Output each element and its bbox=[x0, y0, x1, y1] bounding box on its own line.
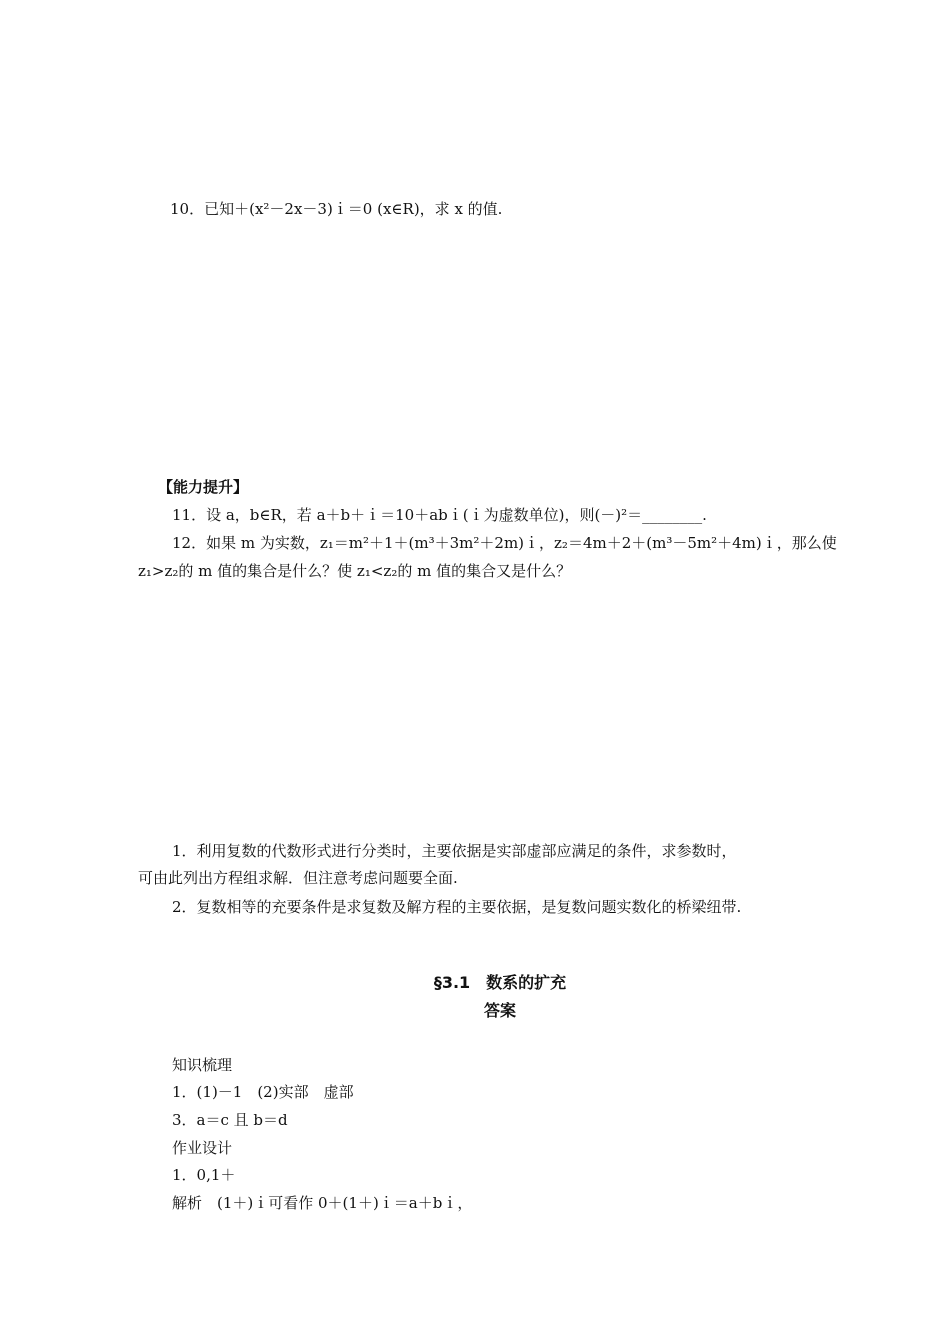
knowledge-label: 知识梳理 bbox=[172, 1056, 233, 1074]
answers-subtitle: 答案 bbox=[483, 1001, 516, 1020]
homework-item-1-analysis: 解析 (1＋)ｉ可看作 0＋(1＋)ｉ＝a＋bｉ， bbox=[172, 1194, 473, 1212]
summary-item-1-line-2: 可由此列出方程组求解．但注意考虑问题要全面. bbox=[138, 869, 458, 887]
summary-item-2: 2．复数相等的充要条件是求复数及解方程的主要依据，是复数问题实数化的桥梁纽带. bbox=[172, 898, 742, 916]
answers-section-title: §3.1 数系的扩充 bbox=[433, 973, 567, 992]
section-ability-heading: 【能力提升】 bbox=[158, 478, 249, 496]
knowledge-item-3: 3．a＝c 且 b＝d bbox=[172, 1111, 288, 1129]
homework-item-1: 1．0,1＋ bbox=[172, 1166, 236, 1184]
question-12-line-1: 12．如果 m 为实数，z₁＝m²＋1＋(m³＋3m²＋2m)ｉ，z₂＝4m＋2＋(m³－5m²＋4m)ｉ，那么使 bbox=[172, 534, 837, 552]
summary-item-1-line-1: 1．利用复数的代数形式进行分类时，主要依据是实部虚部应满足的条件，求参数时， bbox=[172, 842, 737, 860]
homework-label: 作业设计 bbox=[172, 1139, 233, 1157]
question-10: 10．已知＋(x²－2x－3)ｉ＝0 (x∈R)，求 x 的值. bbox=[170, 200, 503, 218]
knowledge-item-1: 1．(1)－1 (2)实部 虚部 bbox=[172, 1083, 354, 1101]
question-11: 11．设 a，b∈R，若 a＋b＋ｉ＝10＋abｉ(ｉ为虚数单位)，则(－)²＝________. bbox=[172, 506, 707, 524]
question-12-line-2: z₁>z₂的 m 值的集合是什么？使 z₁<z₂的 m 值的集合又是什么？ bbox=[138, 562, 572, 580]
